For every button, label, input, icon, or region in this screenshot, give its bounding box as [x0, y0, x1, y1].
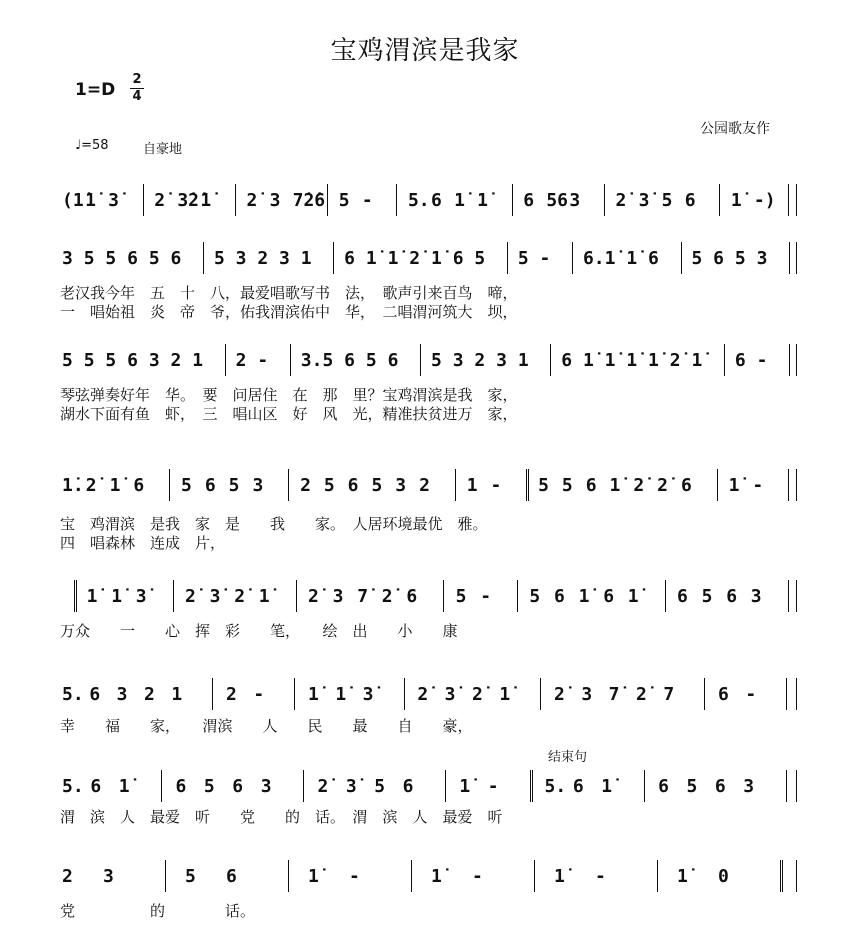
lyric-line: 宝 鸡渭滨 是我 家 是 我 家。 人居环境最优 雅。 [60, 515, 488, 533]
score-note: 6 [344, 248, 356, 269]
score-note: 1̇ [200, 190, 212, 211]
bar-line [681, 242, 682, 274]
bar-line [455, 469, 456, 501]
score-note: 5 [734, 248, 746, 269]
score-note: - [490, 475, 502, 496]
score-note: 5 [686, 776, 698, 797]
bar-line [225, 344, 226, 376]
score-note: 3 [452, 350, 464, 371]
score-note: 3 [569, 190, 581, 211]
bar-line [789, 344, 790, 376]
score-note: 6 [561, 350, 573, 371]
lyric-line: 幸 福 家， 渭滨 人 民 最 自 豪， [60, 717, 473, 735]
score-note: 3̇2̇ [177, 190, 199, 211]
bar-line [212, 678, 213, 710]
score-note: 5 [185, 866, 196, 887]
score-note: - [257, 350, 269, 371]
score-note: 6 [603, 586, 615, 607]
score-note: 3̇ [362, 684, 374, 705]
score-note: 1 [517, 350, 529, 371]
score-note: 2̇ [185, 586, 196, 607]
time-signature-bottom: 4 [132, 89, 142, 104]
bar-line [796, 184, 797, 216]
score-note: 3̇ [108, 190, 119, 211]
score-note: 3. [300, 350, 323, 371]
score-note: 3 [235, 248, 247, 269]
score-note: 1̇ [459, 776, 471, 797]
bar-line [333, 242, 334, 274]
score-note: 1̇ [85, 190, 96, 211]
score-note: 3 [252, 475, 264, 496]
score-note: 5 [691, 248, 703, 269]
score-note: 5 [661, 190, 673, 211]
score-note: 3 [116, 684, 128, 705]
score-note: 6 [232, 776, 244, 797]
bar-line [657, 860, 658, 892]
score-note: 2̇ [154, 190, 166, 211]
bar-line [143, 184, 144, 216]
score-note: - [487, 776, 499, 797]
score-note: 2̇ [85, 475, 97, 496]
score-note: 3 [750, 586, 762, 607]
time-signature-top: 2 [132, 72, 142, 87]
bar-line [796, 469, 797, 501]
bar-line [290, 344, 291, 376]
score-note: 2 [257, 248, 269, 269]
score-note: 6 [89, 684, 101, 705]
score-note: 2 [300, 475, 311, 496]
score-note: 5 [83, 350, 95, 371]
score-note: 3 [62, 248, 73, 269]
score-note: - [253, 684, 265, 705]
score-note: 2̇ [246, 190, 258, 211]
score-note: 1̇ [454, 190, 465, 211]
score-note: 2 [419, 475, 430, 496]
bar-line [704, 678, 705, 710]
bar-line [169, 469, 170, 501]
score-note: 1̇ [431, 248, 442, 269]
score-note: 5 [529, 586, 541, 607]
score-note: 56 [546, 190, 568, 211]
score-note: 7̇2̇6 [292, 190, 326, 211]
score-note: 1̇. [62, 475, 84, 496]
score-note: - [595, 866, 606, 887]
bar-line [327, 184, 328, 216]
score-note: 5 [181, 475, 192, 496]
score-note: 1̇ [627, 586, 639, 607]
score-note: 1̇ [335, 684, 347, 705]
score-note: - [472, 866, 483, 887]
score-note: 2̇ [636, 684, 647, 705]
ending-label: 结束句 [548, 750, 588, 765]
score-note: 5. [62, 776, 84, 797]
bar-line [717, 469, 718, 501]
bar-line [796, 344, 797, 376]
score-note: - [480, 586, 492, 607]
score-note: - [349, 866, 360, 887]
bar-line [235, 184, 236, 216]
score-note: 5 [517, 248, 529, 269]
score-note: 6 [572, 776, 584, 797]
score-note: 1̇ [308, 684, 319, 705]
score-note: 3 [581, 684, 593, 705]
composer-credit: 公园歌友作 [700, 121, 770, 137]
score-note: 2̇ [472, 684, 483, 705]
bar-line [411, 860, 412, 892]
score-note: 1̇ [554, 866, 565, 887]
score-note: 2̇ [417, 684, 429, 705]
score-note: 2 [226, 684, 237, 705]
score-note: 5 [701, 586, 713, 607]
score-note: 6 [713, 248, 725, 269]
bar-line [540, 678, 541, 710]
score-note: 5 [474, 248, 486, 269]
score-note: 2 [62, 866, 73, 887]
score-note: 3 [332, 586, 344, 607]
score-note: 6 [718, 684, 729, 705]
score-note: 1̇ [365, 248, 377, 269]
score-note: 6 [585, 475, 597, 496]
score-note: - [752, 475, 764, 496]
bar-line [796, 678, 797, 710]
score-note: 6 [734, 350, 746, 371]
bar-line [724, 344, 725, 376]
score-note: 3 [395, 475, 407, 496]
score-note: 6 [658, 776, 669, 797]
score-note: 2̇ [554, 684, 565, 705]
bar-line [796, 860, 797, 892]
score-note: 7 [663, 684, 675, 705]
score-note: 5 [228, 475, 240, 496]
score-note: 1̇ [677, 866, 688, 887]
bar-line [572, 242, 573, 274]
score-note: 6 [680, 475, 692, 496]
score-note: 3 [743, 776, 755, 797]
score-note: 5 [203, 776, 215, 797]
score-note: 3 [269, 190, 281, 211]
score-note: 1̇ [601, 776, 613, 797]
score-note: 1̇ [626, 248, 638, 269]
bar-line [161, 770, 162, 802]
score-note: 1̇ [308, 866, 319, 887]
bar-line [507, 242, 508, 274]
score-note: 1̇ [258, 586, 270, 607]
score-note: 2̇ [381, 586, 393, 607]
score-note: 2 [144, 684, 155, 705]
score-note: 3̇ [209, 586, 221, 607]
score-note: 6 [170, 248, 182, 269]
bar-line [788, 580, 789, 612]
score-note: 2 [474, 350, 486, 371]
score-note: 5. [407, 190, 430, 211]
score-note: 5 [323, 475, 335, 496]
score-note: 2̇ [234, 586, 246, 607]
lyric-line: 一 唱始祖 炎 帝 爷，佑我渭滨佑中 华， 二唱渭河筑大 坝， [60, 303, 518, 321]
score-note: 5 [322, 350, 334, 371]
score-note: 3 [260, 776, 272, 797]
score-note: 3̇ [345, 776, 357, 797]
score-note: 5 [374, 776, 386, 797]
score-note: 5. [62, 684, 84, 705]
score-note: 6 [648, 248, 659, 269]
bar-line [288, 860, 289, 892]
lyric-line: 四 唱森林 连成 片， [60, 534, 226, 552]
score-note: 1 [192, 350, 204, 371]
score-note: 5 [213, 248, 225, 269]
score-note: 5 [83, 248, 95, 269]
score-note: 1̇ [578, 586, 590, 607]
score-note: 1̇ [431, 866, 442, 887]
score-note: 6. [582, 248, 605, 269]
bar-line [796, 242, 797, 274]
bar-line [665, 580, 666, 612]
bar-line [719, 184, 720, 216]
score-note: 6 [90, 776, 102, 797]
score-note: 1̇ [604, 350, 616, 371]
score-note: 5 [148, 248, 160, 269]
score-note: - [361, 190, 373, 211]
score-note: 2̇ [317, 776, 329, 797]
score-note: 1̇ [691, 350, 703, 371]
score-note: 5 [431, 350, 442, 371]
bar-line [534, 860, 535, 892]
score-note: 1̇ [86, 586, 98, 607]
score-note: 6 [677, 586, 688, 607]
bar-line [788, 184, 789, 216]
bar-line [796, 770, 797, 802]
score-note: 6 [347, 475, 359, 496]
bar-line [296, 580, 297, 612]
expression-marking: 自豪地 [143, 142, 183, 157]
score-note: 3 [279, 248, 290, 269]
page-title: 宝鸡渭滨是我家 [330, 36, 520, 66]
score-note: 6 [344, 350, 356, 371]
score-note: 1̇ [582, 350, 594, 371]
score-note: 6 [726, 586, 738, 607]
bar-line [788, 469, 789, 501]
bar-line [550, 344, 551, 376]
score-note: 6 [554, 586, 565, 607]
score-note: 2̇ [409, 248, 421, 269]
score-note: 2̇ [657, 475, 668, 496]
score-note: 2̇ [633, 475, 645, 496]
score-note: 6 [684, 190, 696, 211]
bar-line [517, 580, 518, 612]
score-note: (1̇ [62, 190, 84, 211]
score-note: 3̇ [444, 684, 456, 705]
score-note: 7̇ [608, 684, 620, 705]
score-note: 1̇ [730, 190, 742, 211]
score-note: 5 [538, 475, 549, 496]
lyric-line: 渭 滨 人 最爱 听 党 的 话。 渭 滨 人 最爱 听 [60, 808, 503, 826]
score-note: 6 [431, 190, 442, 211]
score-note: 0 [718, 866, 729, 887]
bar-line [604, 184, 605, 216]
score-note: - [745, 684, 757, 705]
score-note: 3 [496, 350, 507, 371]
score-note: 1̇ [499, 684, 511, 705]
score-note: 1̇ [626, 350, 638, 371]
score-note: 1 [171, 684, 183, 705]
score-note: 3 [148, 350, 160, 371]
bar-line [203, 242, 204, 274]
score-note: 1̇ [477, 190, 488, 211]
score-note: 5 [105, 350, 117, 371]
score-note: 6 [452, 248, 464, 269]
score-note: 1̇ [648, 350, 659, 371]
score-note: 6 [387, 350, 399, 371]
score-note: 2 [170, 350, 182, 371]
score-note: 5. [544, 776, 567, 797]
score-note: 2̇ [308, 586, 319, 607]
score-note: 1̇ [111, 586, 123, 607]
score-note: 1 [466, 475, 478, 496]
score-note: 1̇ [387, 248, 399, 269]
score-note: - [756, 350, 768, 371]
bar-line [445, 770, 446, 802]
bar-line [396, 184, 397, 216]
bar-line [404, 678, 405, 710]
score-note: 6 [204, 475, 216, 496]
bar-line [786, 770, 787, 802]
score-note: 6 [127, 248, 138, 269]
score-note: 6 [133, 475, 145, 496]
score-note: 6 [523, 190, 535, 211]
score-note: 2̇ [615, 190, 627, 211]
bar-line [512, 184, 513, 216]
lyric-line: 湖水下面有鱼 虾， 三 唱山区 好 风 光，精准扶贫进万 家， [60, 405, 518, 423]
score-note: 6 [402, 776, 414, 797]
score-note: 2̇ [669, 350, 681, 371]
bar-line [526, 469, 529, 501]
score-note: 5 [371, 475, 383, 496]
lyric-line: 万众 一 心 挥 彩 笔， 绘 出 小 康 [60, 622, 458, 640]
score-note: 1̇ [604, 248, 616, 269]
score-note: 5 [62, 350, 73, 371]
score-note: 6 [127, 350, 138, 371]
score-note: 3̇ [135, 586, 147, 607]
score-note: 5 [561, 475, 573, 496]
score-note: 2 [235, 350, 247, 371]
time-signature [128, 73, 146, 104]
bar-line [288, 469, 289, 501]
score-note: 3̇ [638, 190, 650, 211]
score-note: 1̇ [118, 776, 130, 797]
score-note: 3 [756, 248, 768, 269]
score-note: 1 [300, 248, 312, 269]
bar-line [443, 580, 444, 612]
tempo-marking: ♩=58 [75, 138, 109, 153]
lyric-line: 琴弦弹奏好年 华。 要 问居住 在 那 里？宝鸡渭滨是我 家， [60, 386, 518, 404]
score-note: 7̇ [357, 586, 369, 607]
bar-line [74, 580, 77, 612]
score-note: 3 [103, 866, 114, 887]
bar-line [786, 678, 787, 710]
score-note: 6 [406, 586, 418, 607]
bar-line [173, 580, 174, 612]
bar-line [303, 770, 304, 802]
score-note: 5 [105, 248, 117, 269]
score-note: 5 [365, 350, 377, 371]
score-note: - [539, 248, 551, 269]
score-note: 5 [455, 586, 467, 607]
score-note: 1̇ [728, 475, 740, 496]
lyric-line: 老汉我今年 五 十 八，最爱唱歌写书 法， 歌声引来百鸟 啼， [60, 284, 518, 302]
lyric-line: 党 的 话。 [60, 902, 256, 920]
bar-line [420, 344, 421, 376]
bar-line [530, 770, 533, 802]
score-note: 6 [175, 776, 187, 797]
key-signature: 1=D [75, 80, 116, 100]
score-note: -) [753, 190, 776, 211]
bar-line [294, 678, 295, 710]
score-note: 6 [226, 866, 237, 887]
score-note: 1̇ [609, 475, 621, 496]
bar-line [644, 770, 645, 802]
score-note: 1̇ [109, 475, 121, 496]
bar-line [796, 580, 797, 612]
bar-line [165, 860, 166, 892]
bar-line [789, 242, 790, 274]
score-note: 5 [338, 190, 350, 211]
score-note: 6 [714, 776, 726, 797]
bar-line [780, 860, 783, 892]
